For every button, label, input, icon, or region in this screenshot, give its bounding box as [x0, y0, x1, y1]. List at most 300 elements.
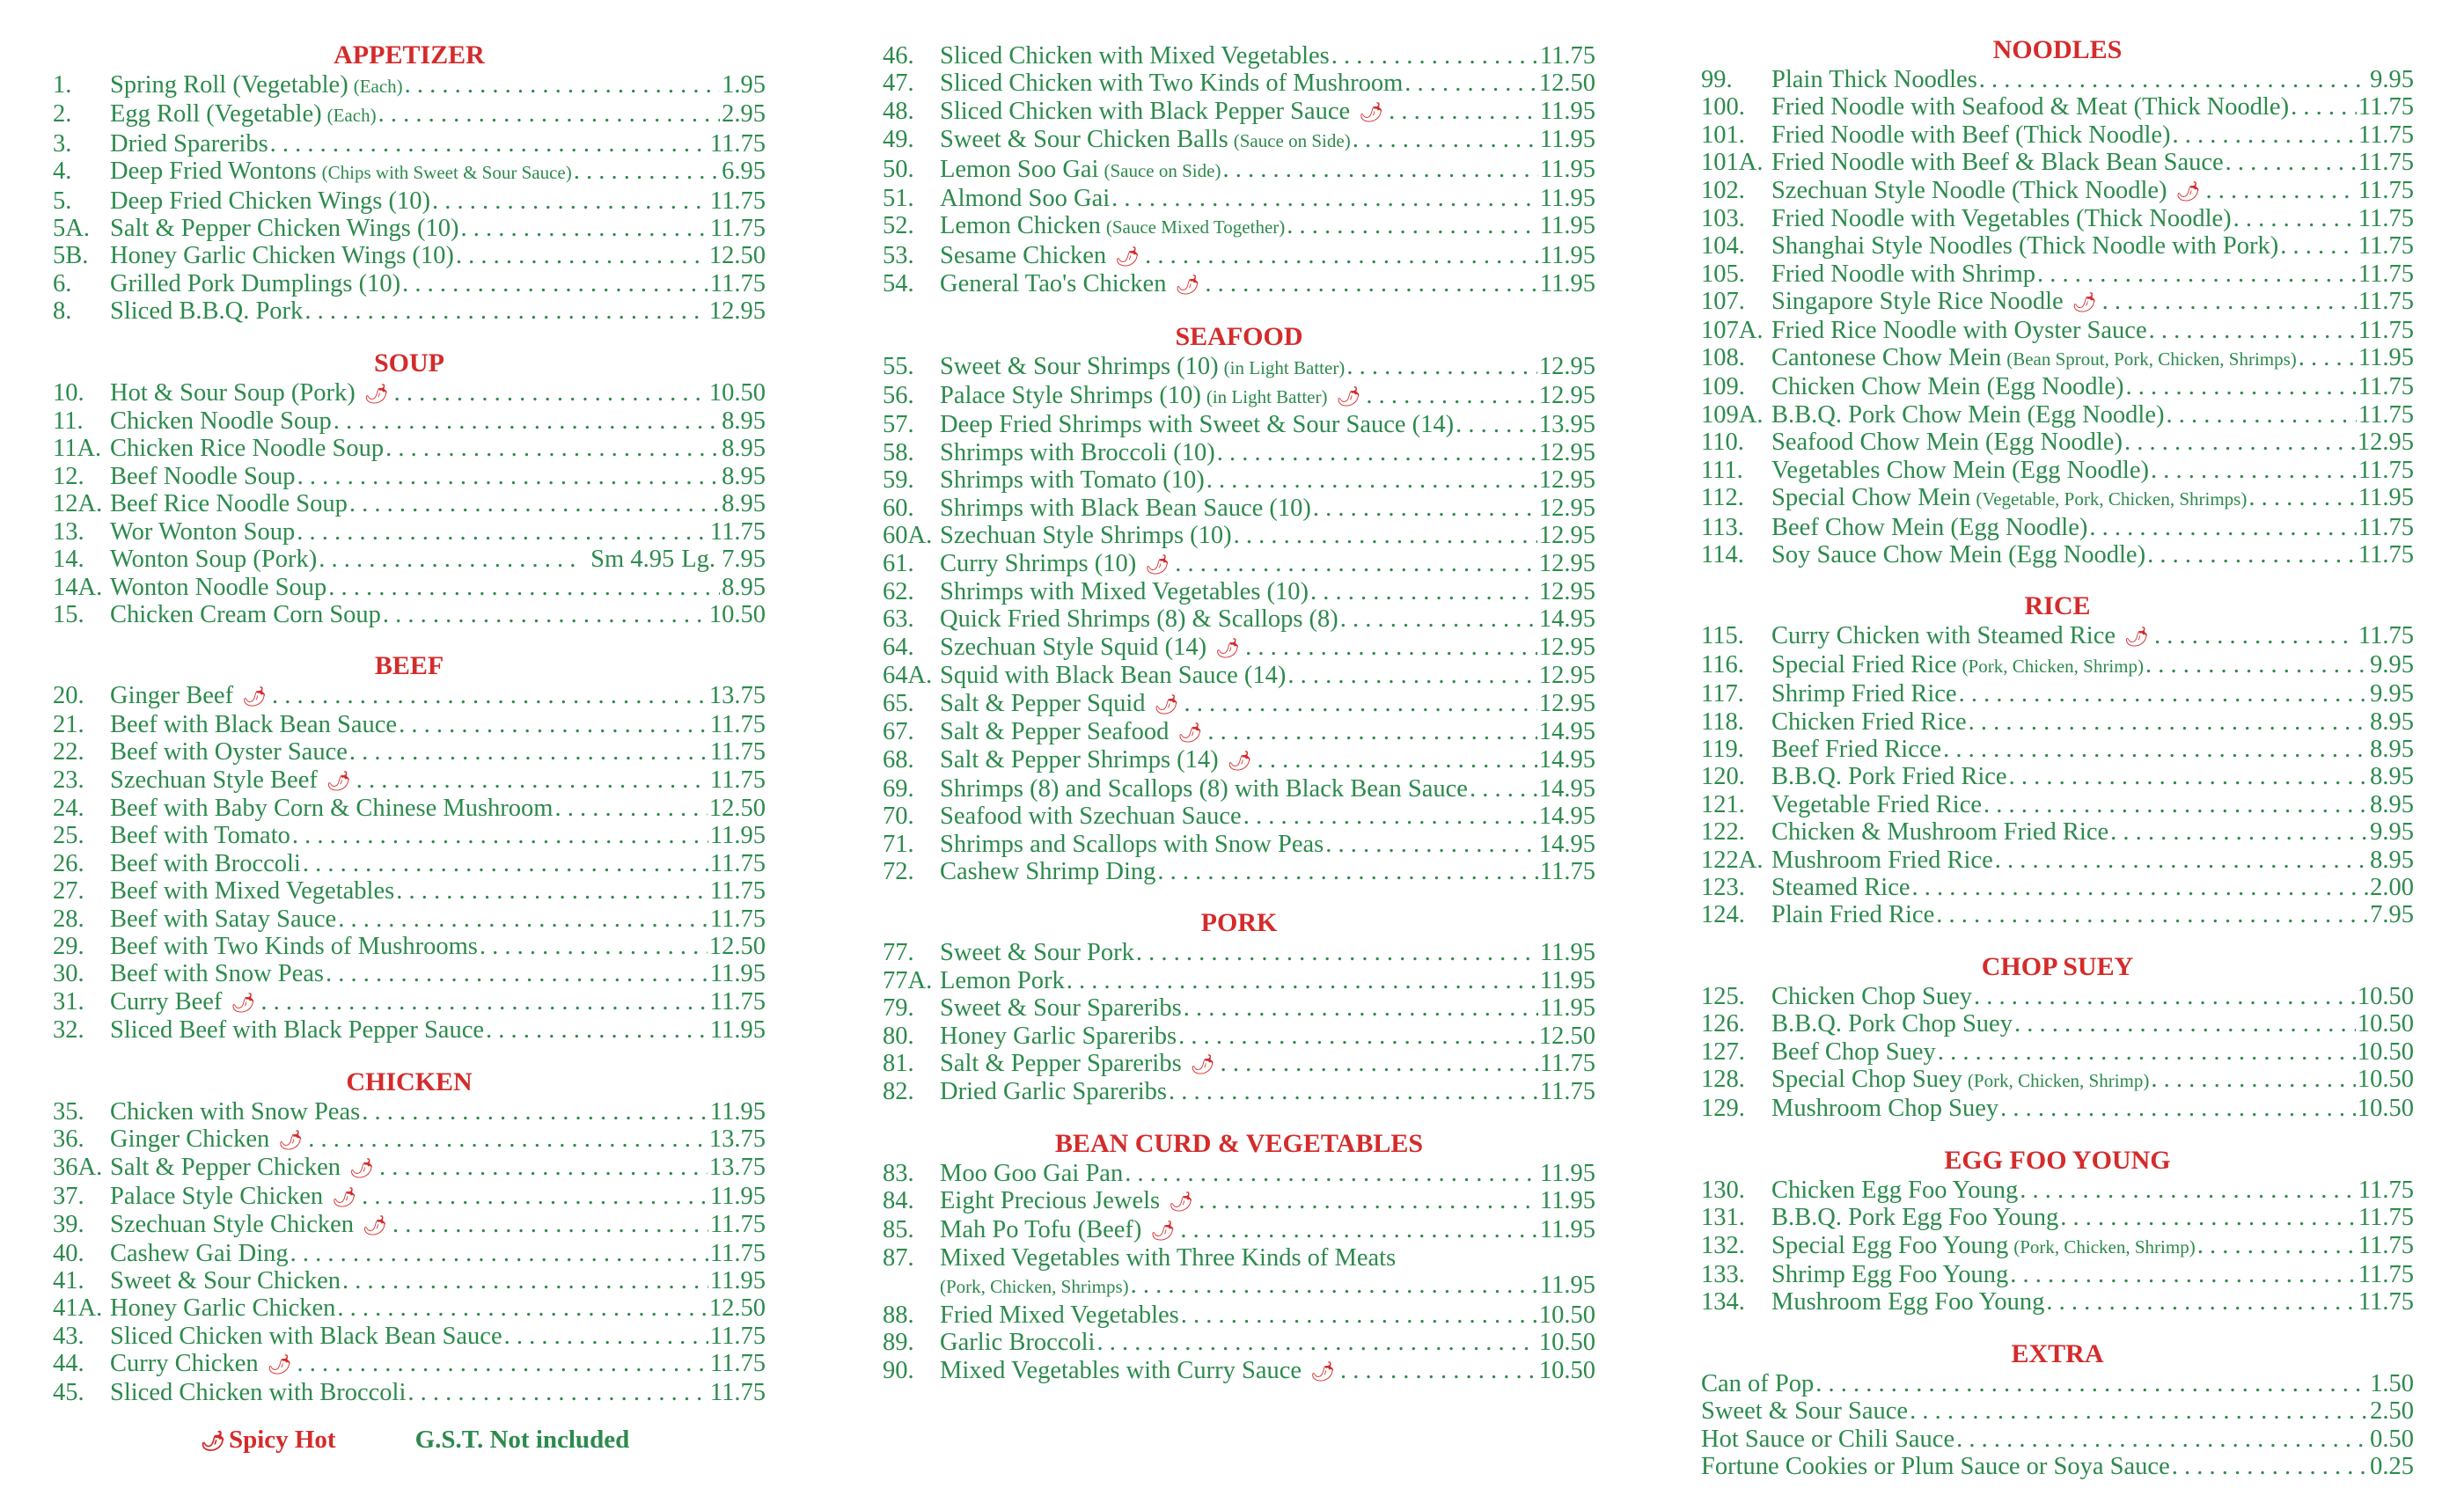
menu-item — [53, 877, 766, 905]
section-title: SEAFOOD — [1175, 321, 1303, 351]
section-title: CHOP SUEY — [1981, 951, 2134, 981]
item-price: 10.50 — [2357, 1037, 2414, 1066]
item-number: 44. — [53, 1350, 84, 1378]
menu-item — [1701, 457, 2414, 484]
item-name: Fried Noodle with Vegetables (Thick Noodle) — [1771, 205, 2232, 233]
item-price: 11.75 — [709, 849, 766, 877]
menu-item — [883, 605, 1595, 633]
item-price: 0.25 — [2370, 1453, 2414, 1481]
dot-leader — [1145, 242, 1538, 269]
item-number: 14. — [53, 546, 84, 574]
item-price: 12.95 — [1538, 689, 1595, 717]
item-name: Shrimps with Broccoli (10) — [940, 438, 1215, 466]
menu-item — [883, 70, 1595, 97]
menu-column-3 — [1701, 35, 2414, 1503]
item-price: 11.75 — [2358, 316, 2414, 344]
chili-pepper-icon: 🌶︎ — [1359, 100, 1384, 123]
item-price: 9.95 — [2370, 680, 2414, 708]
dot-leader — [292, 822, 708, 849]
item-note: (Pork, Chicken, Shrimp) — [1967, 1070, 2150, 1091]
item-price: 11.75 — [2358, 1288, 2414, 1316]
menu-section — [883, 1129, 1595, 1385]
dot-leader — [1184, 994, 1538, 1022]
dot-leader — [1234, 522, 1537, 549]
item-number: 89. — [883, 1329, 914, 1357]
item-price: 11.95 — [709, 1182, 766, 1210]
item-price: 12.50 — [1538, 1022, 1595, 1050]
dot-leader — [2151, 457, 2357, 484]
menu-item — [1701, 429, 2414, 456]
section-title: NOODLES — [1992, 35, 2123, 64]
dot-leader — [2166, 401, 2356, 429]
menu-item — [883, 212, 1595, 241]
dot-leader — [1180, 1216, 1538, 1243]
dot-leader — [407, 1379, 708, 1406]
item-number: 81. — [883, 1050, 914, 1077]
item-price: 11.75 — [2358, 1176, 2414, 1204]
menu-item — [1701, 983, 2414, 1010]
item-price: 11.75 — [2358, 1231, 2414, 1259]
dot-leader — [1205, 270, 1538, 297]
menu-item — [883, 858, 1595, 885]
dot-leader — [554, 795, 707, 822]
dot-leader — [2000, 1095, 2356, 1122]
item-number: 134. — [1701, 1288, 1745, 1316]
menu-section — [1701, 591, 2414, 928]
item-name: Sliced B.B.Q. Pork — [110, 297, 304, 326]
item-price: 12.50 — [708, 932, 766, 960]
item-name: Beef with Snow Peas — [110, 960, 325, 988]
chili-pepper-icon: 🌶︎ — [242, 686, 268, 708]
dot-leader — [356, 766, 708, 794]
menu-item — [883, 746, 1595, 774]
item-name: Chicken Rice Noodle Soup — [110, 435, 385, 463]
menu-item — [53, 463, 766, 490]
item-number: 79. — [883, 994, 914, 1023]
item-price: 13.75 — [708, 682, 766, 710]
dot-leader — [402, 270, 708, 297]
dot-leader — [1912, 874, 2369, 901]
item-number: 43. — [53, 1322, 84, 1350]
item-number: 46. — [883, 42, 914, 70]
item-number: 85. — [883, 1215, 914, 1243]
item-price: 11.75 — [2358, 1261, 2414, 1289]
menu-item — [883, 466, 1595, 494]
item-price: 12.95 — [708, 297, 766, 326]
item-name: Shrimps with Mixed Vegetables (10) — [940, 577, 1309, 605]
item-price: 11.75 — [709, 269, 766, 297]
item-number: 109. — [1701, 373, 1745, 401]
item-note: (Pork, Chicken, Shrimps) — [940, 1276, 1129, 1298]
item-name: Cashew Shrimp Ding — [940, 857, 1156, 885]
dot-leader — [2060, 1204, 2357, 1231]
menu-item — [883, 662, 1595, 689]
dot-leader — [1470, 775, 1537, 803]
item-price: 11.95 — [709, 822, 766, 850]
menu-item — [53, 766, 766, 795]
dot-leader — [1206, 466, 1537, 494]
item-name: Palace Style Chicken — [110, 1182, 324, 1210]
dot-leader — [1979, 66, 2368, 93]
dot-leader — [297, 1350, 708, 1377]
item-number: 118. — [1701, 708, 1744, 736]
item-name: Salt & Pepper Squid — [940, 689, 1146, 717]
item-price: 11.75 — [1539, 1050, 1595, 1077]
menu-item — [883, 634, 1595, 662]
menu-item — [53, 1098, 766, 1125]
item-name: Mah Po Tofu (Beef) — [940, 1215, 1142, 1243]
item-note: (Sauce on Side) — [1104, 159, 1221, 181]
section-title: PORK — [1200, 908, 1278, 938]
item-price: 11.75 — [709, 1350, 766, 1378]
item-name: Ginger Beef — [110, 682, 234, 710]
item-price: 1.50 — [2370, 1369, 2414, 1397]
item-name: Sweet & Sour Chicken — [110, 1267, 341, 1295]
item-number: 63. — [883, 605, 914, 634]
menu-section — [1701, 952, 2414, 1123]
item-name: Szechuan Style Noodle (Thick Noodle) — [1771, 176, 2167, 204]
menu-item — [883, 994, 1595, 1022]
item-price: 13.75 — [708, 1125, 766, 1153]
dot-leader — [385, 435, 720, 462]
item-name: Dried Garlic Spareribs — [940, 1078, 1167, 1106]
item-number: 105. — [1701, 260, 1745, 288]
menu-section — [883, 908, 1595, 1105]
item-number: 123. — [1701, 873, 1745, 901]
menu-item-continued — [883, 1272, 1595, 1301]
chili-pepper-icon: 🌶︎ — [1175, 274, 1200, 297]
item-name: Chicken Noodle Soup — [110, 407, 332, 436]
item-name: Salt & Pepper Chicken — [110, 1154, 341, 1182]
dot-leader — [460, 215, 708, 242]
item-name: Mixed Vegetables with Three Kinds of Meats — [940, 1244, 1397, 1272]
item-price: 11.95 — [1539, 241, 1595, 269]
item-name: Steamed Rice — [1771, 873, 1910, 901]
item-number: 1. — [53, 71, 72, 99]
item-price: 11.75 — [2358, 540, 2414, 568]
item-name: Vegetable Fried Rice — [1771, 790, 1982, 818]
item-number: 70. — [883, 803, 914, 831]
menu-item — [1701, 1204, 2414, 1231]
item-price: 12.95 — [1538, 662, 1595, 690]
item-name: Chicken Chop Suey — [1771, 982, 1972, 1010]
item-note: (Pork, Chicken, Shrimp) — [1962, 655, 2145, 677]
item-name: B.B.Q. Pork Egg Foo Young — [1771, 1204, 2059, 1232]
item-number: 12. — [53, 462, 84, 490]
menu-item — [883, 1078, 1595, 1105]
dot-leader — [1096, 1329, 1536, 1356]
item-name: Sliced Chicken with Broccoli — [110, 1378, 407, 1406]
menu-item — [53, 297, 766, 325]
small-price: Sm 4.95 — [590, 546, 675, 574]
menu-item — [53, 100, 766, 129]
item-number: 60A. — [883, 522, 933, 550]
menu-item — [53, 960, 766, 987]
item-price: 12.50 — [708, 794, 766, 822]
item-number: 117. — [1701, 680, 1744, 708]
item-number: 116. — [1701, 650, 1744, 678]
item-name: Shrimps and Scallops with Snow Peas — [940, 830, 1324, 858]
item-name: Garlic Broccoli — [940, 1329, 1096, 1357]
item-note: (Pork, Chicken, Shrimp) — [2013, 1235, 2196, 1257]
menu-item — [53, 215, 766, 242]
menu-item — [1701, 1288, 2414, 1316]
menu-item — [53, 1016, 766, 1044]
item-number: 14A. — [53, 573, 103, 601]
item-note: (Vegetable, Pork, Chicken, Shrimps) — [1976, 488, 2248, 510]
item-price: 11.75 — [709, 987, 766, 1015]
menu-item — [883, 270, 1595, 298]
item-name: Honey Garlic Chicken Wings (10) — [110, 242, 454, 270]
dot-leader — [2046, 1288, 2357, 1316]
menu-item — [53, 270, 766, 297]
item-note: (Sauce Mixed Together) — [1105, 216, 1286, 238]
item-number: 62. — [883, 577, 914, 605]
menu-item — [1701, 177, 2414, 205]
menu-item — [53, 546, 766, 573]
dot-leader — [1310, 578, 1537, 605]
item-number: 37. — [53, 1182, 84, 1210]
menu-item — [1701, 1095, 2414, 1122]
item-price: 8.95 — [722, 490, 766, 518]
menu-item — [1701, 791, 2414, 818]
item-price: 12.50 — [1538, 70, 1595, 98]
dot-leader — [1287, 662, 1536, 689]
item-number: 132. — [1701, 1231, 1745, 1259]
item-price: 12.50 — [708, 242, 766, 270]
item-number: 59. — [883, 466, 914, 495]
item-name: Mushroom Fried Rice — [1771, 846, 1993, 874]
dot-leader — [1131, 1272, 1538, 1299]
item-number: 30. — [53, 960, 84, 988]
menu-section — [1701, 35, 2414, 568]
item-number: 10. — [53, 378, 84, 407]
item-price: 12.95 — [2357, 429, 2414, 457]
dot-leader — [303, 850, 708, 877]
item-name: Curry Chicken with Steamed Rice — [1771, 622, 2116, 650]
item-number: 31. — [53, 987, 84, 1015]
item-number: 108. — [1701, 344, 1745, 372]
dot-leader — [1184, 690, 1536, 717]
item-price: 11.75 — [709, 1378, 766, 1406]
item-name: Chicken Chow Mein (Egg Noodle) — [1771, 373, 2124, 401]
item-price: 12.95 — [1538, 494, 1595, 522]
chili-pepper-icon: 🌶︎ — [1115, 245, 1140, 268]
item-price: 14.95 — [1538, 803, 1595, 831]
item-price: 11.75 — [709, 766, 766, 794]
dot-leader — [349, 490, 720, 517]
dot-leader — [2124, 429, 2356, 456]
menu-item — [53, 795, 766, 822]
item-price: 11.75 — [1539, 857, 1595, 885]
item-sizes — [583, 546, 766, 573]
dot-leader — [1245, 634, 1537, 661]
item-price: 11.75 — [709, 215, 766, 243]
menu-item — [883, 1187, 1595, 1215]
dot-leader — [319, 546, 576, 573]
item-name: Salt & Pepper Shrimps (14) — [940, 746, 1219, 774]
item-name: Hot Sauce or Chili Sauce — [1701, 1425, 1955, 1453]
item-name: Shrimps with Black Bean Sauce (10) — [940, 494, 1311, 522]
item-number: 8. — [53, 297, 72, 326]
item-price: 8.95 — [722, 462, 766, 490]
item-price: 12.95 — [1538, 549, 1595, 577]
item-name: Sweet & Sour Sauce — [1701, 1397, 1909, 1426]
item-price: 8.95 — [2370, 708, 2414, 736]
dot-leader — [486, 1016, 708, 1044]
chili-pepper-icon: 🌶︎ — [201, 1430, 225, 1452]
menu-item — [53, 1350, 766, 1378]
menu-item — [1701, 874, 2414, 901]
item-name: Beef with Baby Corn & Chinese Mushroom — [110, 794, 554, 822]
item-price: 11.95 — [1539, 212, 1595, 240]
item-number: 47. — [883, 70, 914, 98]
item-price: 7.95 — [2370, 901, 2414, 929]
menu-item — [883, 522, 1595, 549]
menu-item — [53, 601, 766, 628]
menu-item — [1701, 401, 2414, 429]
item-number: 120. — [1701, 763, 1745, 791]
item-price: 11.95 — [1539, 994, 1595, 1023]
dot-leader — [290, 1240, 708, 1267]
item-price: 12.50 — [708, 1294, 766, 1323]
large-price: Lg. 7.95 — [681, 546, 766, 574]
menu-section — [53, 348, 766, 629]
item-name: Wor Wonton Soup — [110, 517, 296, 546]
dot-leader — [2010, 1261, 2357, 1288]
item-number: 50. — [883, 155, 914, 183]
menu-item — [883, 242, 1595, 270]
chili-pepper-icon: 🌶︎ — [1227, 750, 1252, 773]
item-price: 11.95 — [1539, 1272, 1595, 1300]
item-number: 29. — [53, 932, 84, 960]
item-name: Beef Chop Suey — [1771, 1037, 1936, 1066]
menu-item — [1701, 205, 2414, 232]
item-price: 9.95 — [2370, 818, 2414, 847]
dot-leader — [1995, 847, 2368, 874]
item-name: Deep Fried Wontons — [110, 158, 317, 186]
spicy-legend-label: Spicy Hot — [228, 1426, 336, 1454]
dot-leader — [349, 738, 708, 766]
chili-pepper-icon: 🌶︎ — [1215, 636, 1241, 659]
item-name: Sliced Chicken with Black Pepper Sauce — [940, 97, 1351, 125]
dot-leader — [383, 601, 708, 628]
item-name: Ginger Chicken — [110, 1125, 270, 1153]
dot-leader — [1258, 746, 1537, 773]
item-name: Fried Rice Noodle with Oyster Sauce — [1771, 316, 2147, 344]
dot-leader — [1910, 1397, 2368, 1425]
dot-leader — [2126, 373, 2357, 400]
item-number: 56. — [883, 382, 914, 410]
item-number: 61. — [883, 549, 914, 577]
item-number: 115. — [1701, 622, 1744, 650]
dot-leader — [378, 100, 721, 128]
item-price: 14.95 — [1538, 774, 1595, 803]
item-name: Beef with Oyster Sauce — [110, 738, 348, 766]
menu-item — [53, 574, 766, 601]
dot-leader — [456, 242, 708, 269]
item-price: 8.95 — [2370, 735, 2414, 763]
item-name: Deep Fried Shrimps with Sweet & Sour Sauce (14) — [940, 411, 1455, 439]
chili-pepper-icon: 🌶︎ — [267, 1353, 292, 1376]
dot-leader — [480, 933, 708, 960]
dot-leader — [1325, 831, 1537, 858]
section-title: APPETIZER — [334, 40, 485, 70]
item-number: 107A. — [1701, 316, 1764, 344]
chili-pepper-icon: 🌶︎ — [1190, 1053, 1215, 1075]
item-number: 13. — [53, 517, 84, 546]
item-price: 11.95 — [1539, 97, 1595, 125]
item-price: 9.95 — [2370, 650, 2414, 678]
item-number: 21. — [53, 710, 84, 738]
item-name: Sliced Beef with Black Pepper Sauce — [110, 1016, 484, 1045]
item-number: 52. — [883, 212, 914, 240]
menu-item — [883, 550, 1595, 578]
item-name: Chicken Cream Corn Soup — [110, 600, 381, 628]
dot-leader — [337, 1294, 707, 1322]
dot-leader — [1111, 185, 1538, 212]
menu-item — [883, 439, 1595, 466]
chili-pepper-icon: 🌶︎ — [363, 382, 389, 405]
item-number: 83. — [883, 1159, 914, 1187]
dot-leader — [2014, 1010, 2356, 1037]
dot-leader — [1353, 126, 1538, 153]
item-price: 11.75 — [709, 1322, 766, 1350]
menu-item — [883, 98, 1595, 126]
menu-item — [1701, 763, 2414, 790]
item-number: 5. — [53, 187, 72, 215]
item-number: 25. — [53, 822, 84, 850]
dot-leader — [2299, 344, 2357, 371]
item-price: 10.50 — [1538, 1329, 1595, 1357]
item-number: 2. — [53, 100, 72, 128]
item-name: Beef Rice Noodle Soup — [110, 490, 348, 518]
item-price: 8.95 — [722, 407, 766, 436]
item-number: 36. — [53, 1125, 84, 1153]
dot-leader — [342, 1267, 708, 1294]
dot-leader — [2197, 1232, 2357, 1259]
item-number: 22. — [53, 738, 84, 766]
item-number: 48. — [883, 97, 914, 125]
dot-leader — [405, 71, 720, 99]
menu-section — [883, 322, 1595, 886]
item-price: 13.95 — [1538, 411, 1595, 439]
item-price: 2.00 — [2370, 873, 2414, 901]
dot-leader — [394, 379, 708, 407]
menu-item — [53, 158, 766, 187]
menu-section — [883, 42, 1595, 299]
item-number: 103. — [1701, 205, 1745, 233]
item-price: 11.75 — [709, 1239, 766, 1267]
spicy-legend — [192, 1426, 336, 1455]
dot-leader — [379, 1154, 708, 1181]
item-price: 11.75 — [2358, 288, 2414, 316]
item-number: 53. — [883, 241, 914, 269]
item-name: Sliced Chicken with Two Kinds of Mushroom — [940, 70, 1404, 98]
item-name: Beef with Satay Sauce — [110, 905, 337, 933]
menu-item — [53, 933, 766, 960]
item-price: 11.75 — [709, 517, 766, 546]
item-price: 10.50 — [2357, 1095, 2414, 1123]
dot-leader — [1943, 736, 2368, 763]
menu-item — [53, 738, 766, 766]
chili-pepper-icon: 🌶︎ — [349, 1157, 374, 1180]
item-price: 11.95 — [1539, 1215, 1595, 1243]
dot-leader — [2154, 622, 2357, 649]
menu-item — [53, 682, 766, 710]
dot-leader — [1136, 939, 1538, 966]
dot-leader — [260, 988, 708, 1015]
